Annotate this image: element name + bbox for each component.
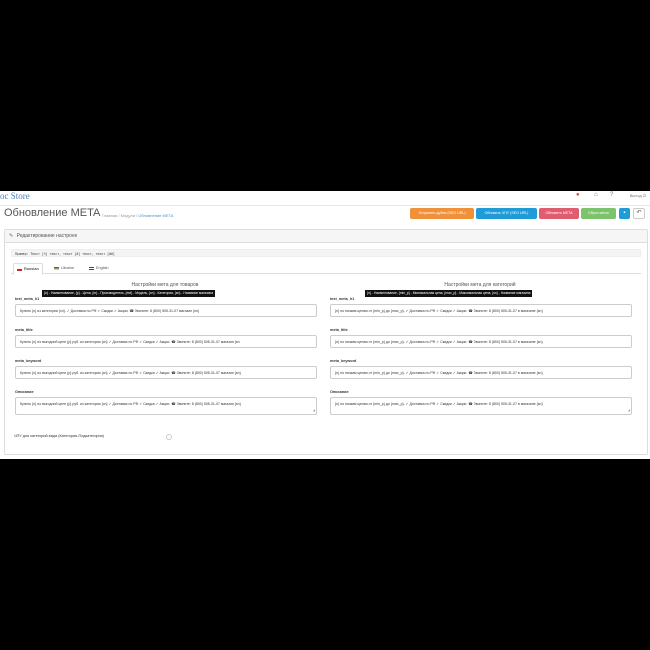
seo-url-option-checkbox[interactable] — [166, 434, 172, 440]
product-meta-title-input[interactable]: Купить {n} по выгодной цене {p} руб. из категории {cn} ✓ Доставка по РФ ✓ Скидки ✓ Акции. ☎ Звоните: 8 (800) 505-31-07 магазин {sn — [15, 335, 317, 348]
resize-handle-icon[interactable]: ◢ — [312, 408, 315, 413]
logo[interactable]: oc Store — [0, 191, 30, 201]
field-label: Описание — [330, 390, 349, 394]
home-icon[interactable]: ⌂ — [594, 192, 598, 198]
seo-url-option-label: ЧПУ для категорий вида (Категория-Подкатегория) — [14, 434, 104, 438]
admin-screen — [0, 191, 650, 459]
field-label: Описание — [15, 390, 34, 394]
page-title: Обновление META — [4, 207, 101, 219]
save-button[interactable] — [619, 208, 630, 219]
panel-heading — [5, 230, 647, 243]
language-tabs — [11, 263, 641, 274]
pencil-icon: ✎ — [9, 233, 14, 239]
breadcrumb-modules[interactable]: Модули — [120, 213, 135, 218]
product-meta-keyword-input[interactable]: Купить {n} по выгодной цене {p} руб. из категории {cn} ✓ Доставка по РФ ✓ Скидки ✓ Акции. ☎ Звоните: 8 (800) 505-31-07 магазин {sn} — [15, 366, 317, 379]
field-label: meta_keyword — [330, 359, 357, 363]
field-label: meta_title — [330, 328, 348, 332]
back-arrow-icon: ↶ — [636, 210, 642, 216]
category-description-textarea[interactable]: {n} по низким ценам от {min_p} до {max_p}. ✓ Доставка по РФ ✓ Скидки ✓ Акции. ☎ Звоните: 8 (800) 505-31-07 в магазине {sn} ◢ — [330, 397, 632, 415]
breadcrumb-home[interactable]: Главная — [102, 213, 118, 218]
category-meta-h1-input[interactable]: {n} по низким ценам от {min_p} до {max_p}. ✓ Доставка по РФ ✓ Скидки ✓ Акции. ☎ Звоните: 8 (800) 505-31-07 в магазине {sn} — [330, 304, 632, 317]
breadcrumb: Главная / Модули / Обновление META — [102, 213, 174, 218]
top-navbar — [0, 191, 650, 206]
product-description-textarea[interactable]: Купить {n} по выгодной цене {p} руб. из категории {cn} ✓ Доставка по РФ ✓ Скидки ✓ Акции. ☎ Звоните: 8 (800) 505-31-07 магазин {sn} ◢ — [15, 397, 317, 415]
categories-settings-title: Настройки мета для категорий — [444, 282, 516, 288]
field-label: text_meta_h1 — [330, 297, 355, 301]
category-meta-title-input[interactable]: {n} по низким ценам от {min_p} до {max_p}. ✓ Доставка по РФ ✓ Скидки ✓ Акции. ☎ Звоните: 8 (800) 505-31-07 в магазине {sn} — [330, 335, 632, 348]
logout-link[interactable]: Выход ⏻ — [629, 193, 646, 198]
user-icon[interactable]: ● — [576, 192, 580, 198]
settings-panel — [4, 229, 648, 455]
field-label: meta_keyword — [15, 359, 42, 363]
products-column — [12, 282, 318, 452]
breadcrumb-current[interactable]: Обновление META — [138, 213, 174, 218]
russia-flag-icon — [17, 268, 22, 271]
categories-legend: {n} - Наименование, {min_p} - Минимальная цена, {max_p} - Максимальная цена, {sn} - Название магазина — [367, 291, 531, 295]
update-meta-button[interactable]: Обновить META — [539, 208, 579, 219]
back-button[interactable] — [633, 208, 645, 219]
remove-duplicates-button[interactable]: Устранить дубли (SEO URL) — [410, 208, 474, 219]
save-icon: ▪ — [623, 210, 626, 216]
categories-column — [327, 282, 633, 452]
product-meta-h1-input[interactable]: Купить {n} из категории {cn}. ✓ Доставка по РФ ✓ Скидки ✓ Акции. ☎ Звоните: 8 (800) 505-31-07 магазин {sn} — [15, 304, 317, 317]
products-settings-title: Настройки мета для товаров — [131, 282, 199, 288]
category-meta-keyword-input[interactable]: {n} по низким ценам от {min_p} до {max_p}. ✓ Доставка по РФ ✓ Скидки ✓ Акции. ☎ Звоните: 8 (800) 505-31-07 в магазине {sn} — [330, 366, 632, 379]
ukraine-flag-icon — [54, 267, 59, 270]
products-legend: {n} - Наименование, {p} - Цена, {m} - Производитель, {md} - Модель, {cn} - Категория, {sn} - Название магазина — [44, 291, 214, 295]
field-label: meta_title — [15, 328, 33, 332]
field-label: text_meta_h1 — [15, 297, 40, 301]
reset-tags-button[interactable]: Сброс меток — [581, 208, 616, 219]
tab-ukraine[interactable]: Ukraine — [51, 263, 77, 273]
resize-handle-icon[interactable]: ◢ — [627, 408, 630, 413]
tab-russian[interactable]: Russian — [13, 263, 43, 275]
uk-flag-icon — [89, 267, 94, 270]
example-text: Пример: Текст [%] текст, текст [#] текст, текст [##] — [11, 249, 641, 257]
help-icon[interactable]: ? — [610, 192, 614, 198]
update-seo-url-button[interactable]: Обновить ЧПУ (SEO URL) — [476, 208, 537, 219]
tab-english[interactable]: English — [86, 263, 111, 273]
panel-title: Редактирование настроек — [16, 233, 77, 239]
